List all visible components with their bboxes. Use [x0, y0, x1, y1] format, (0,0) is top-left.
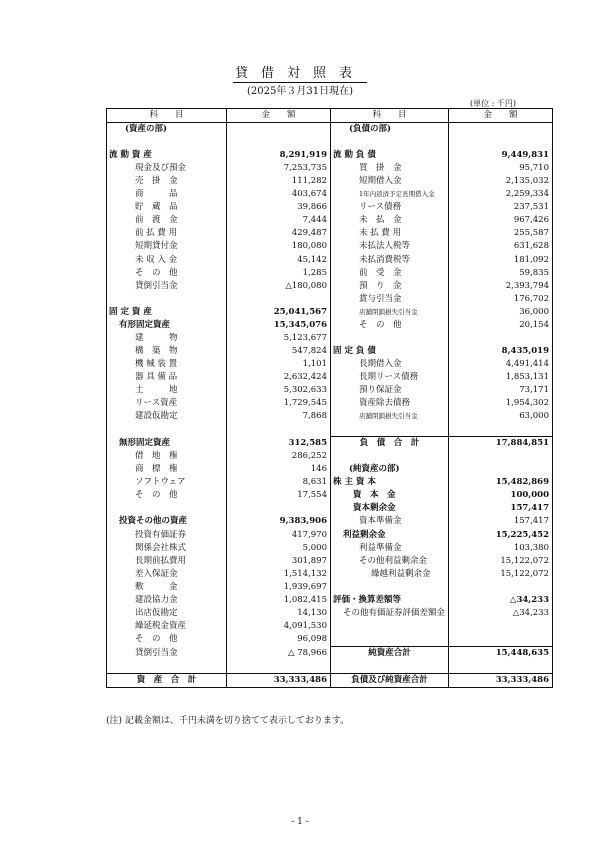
assets-total-value: 33,333,486 [227, 674, 331, 688]
asset-item-label [107, 136, 227, 149]
table-row [107, 345, 553, 358]
liab-item-amount: 36,000 [449, 306, 553, 319]
asset-item-label: 敷 金 [107, 581, 227, 594]
asset-item-amount: 1,101 [227, 358, 331, 371]
liab-item-label: 流 動 負 債 [331, 149, 449, 162]
liab-item-amount: 631,628 [449, 240, 553, 253]
asset-item-amount: 4,091,530 [227, 620, 331, 633]
asset-item-label: 固 定 資 産 [107, 306, 227, 319]
liab-item-amount: 17,884,851 [449, 437, 553, 451]
table-row [107, 371, 553, 384]
liab-item-label: 未払消費税等 [331, 254, 449, 267]
asset-item-amount: 1,082,415 [227, 594, 331, 607]
liab-item-label: そ の 他 [331, 319, 449, 332]
liab-item-amount: 2,135,032 [449, 175, 553, 188]
asset-item-label [107, 293, 227, 306]
asset-item-amount: 15,345,076 [227, 319, 331, 332]
liab-item-amount: 1,853,131 [449, 371, 553, 384]
asset-item-amount: 417,970 [227, 529, 331, 542]
liab-item-amount: 9,449,831 [449, 149, 553, 162]
asset-item-amount [227, 502, 331, 515]
asset-item-label: ソフトウェア [107, 476, 227, 489]
table-row [107, 410, 553, 423]
liab-item-amount [449, 581, 553, 594]
asset-item-label: (資産の部) [107, 123, 227, 137]
table-row [107, 214, 553, 227]
table-row [107, 384, 553, 397]
liab-item-amount: △34,233 [449, 607, 553, 620]
liab-item-label: リース債務 [331, 201, 449, 214]
asset-item-amount: 146 [227, 463, 331, 476]
asset-item-amount: 14,130 [227, 607, 331, 620]
asset-item-label: 器 具 備 品 [107, 371, 227, 384]
asset-item-amount: 312,585 [227, 437, 331, 451]
liab-item-label [331, 450, 449, 463]
asset-item-amount: 7,444 [227, 214, 331, 227]
table-row [107, 646, 553, 660]
table-row [107, 502, 553, 515]
asset-item-amount: 17,554 [227, 489, 331, 502]
liab-item-label [331, 423, 449, 437]
table-row [107, 201, 553, 214]
asset-item-label: 建 物 [107, 332, 227, 345]
liab-item-amount [449, 620, 553, 633]
table-row [107, 542, 553, 555]
asset-item-amount: 8,631 [227, 476, 331, 489]
asset-item-label: 流 動 資 産 [107, 149, 227, 162]
liab-item-label: 店舗閉鎖損失引当金 [331, 410, 449, 423]
asset-item-label [107, 660, 227, 674]
table-row [107, 254, 553, 267]
header-liab-item: 科 目 [331, 109, 449, 123]
asset-item-label: 建設仮勘定 [107, 410, 227, 423]
liab-item-label: 評価・換算差額等 [331, 594, 449, 607]
asset-item-label: 商 標 権 [107, 463, 227, 476]
asset-item-label: そ の 他 [107, 267, 227, 280]
asset-item-label: 構 築 物 [107, 345, 227, 358]
asset-item-label: そ の 他 [107, 633, 227, 647]
asset-item-amount: 403,674 [227, 188, 331, 201]
liab-item-label: (負債の部) [331, 123, 449, 137]
liab-item-amount: 103,380 [449, 542, 553, 555]
liab-total-label: 負債及び純資産合計 [331, 674, 449, 688]
table-row [107, 162, 553, 175]
asset-item-label: 貸倒引当金 [107, 280, 227, 293]
table-row [107, 332, 553, 345]
table-row [107, 581, 553, 594]
header-assets-item: 科 目 [107, 109, 227, 123]
table-row [107, 594, 553, 607]
liab-item-amount [449, 136, 553, 149]
liab-item-amount: 181,092 [449, 254, 553, 267]
asset-item-amount: 111,282 [227, 175, 331, 188]
liab-item-amount: 2,393,794 [449, 280, 553, 293]
asset-item-label: 出店仮勘定 [107, 607, 227, 620]
liab-item-label: その他利益剰余金 [331, 555, 449, 568]
liab-item-amount [449, 332, 553, 345]
liab-item-label: 繰越利益剰余金 [331, 568, 449, 581]
asset-item-amount [227, 123, 331, 137]
liab-item-label: 買 掛 金 [331, 162, 449, 175]
asset-item-amount [227, 423, 331, 437]
liab-item-amount [449, 633, 553, 647]
asset-item-amount: 1,939,697 [227, 581, 331, 594]
asset-item-amount: 180,080 [227, 240, 331, 253]
asset-item-amount: △180,080 [227, 280, 331, 293]
assets-total-label: 資 産 合 計 [107, 674, 227, 688]
liab-item-label: 資本準備金 [331, 515, 449, 528]
asset-item-amount: △ 78,966 [227, 646, 331, 660]
asset-item-label: 前 渡 金 [107, 214, 227, 227]
asset-item-label: 未 収 入 金 [107, 254, 227, 267]
liab-item-amount: 15,482,869 [449, 476, 553, 489]
liab-item-amount: 73,171 [449, 384, 553, 397]
liab-item-label [331, 660, 449, 674]
table-row [107, 529, 553, 542]
liab-item-label: 利益剰余金 [331, 529, 449, 542]
table-row [107, 136, 553, 149]
liab-item-label: 長期リース債務 [331, 371, 449, 384]
liab-item-label [331, 136, 449, 149]
asset-item-label: 投資有価証券 [107, 529, 227, 542]
liab-item-label [331, 332, 449, 345]
header-liab-amount: 金 額 [449, 109, 553, 123]
table-row [107, 358, 553, 371]
table-row [107, 463, 553, 476]
liab-item-label: 資産除去債務 [331, 397, 449, 410]
footnote: (注) 記載金額は、千円未満を切り捨てて表示しております。 [106, 716, 350, 726]
liab-item-amount [449, 423, 553, 437]
table-row [107, 633, 553, 647]
asset-item-label [107, 423, 227, 437]
liab-item-amount [449, 450, 553, 463]
liab-item-label: 株 主 資 本 [331, 476, 449, 489]
asset-item-label: 前 払 費 用 [107, 227, 227, 240]
asset-item-amount: 2,632,424 [227, 371, 331, 384]
liab-item-label: 未 払 金 [331, 214, 449, 227]
grand-total-row [107, 674, 553, 688]
asset-item-amount: 25,041,567 [227, 306, 331, 319]
asset-item-label: 機 械 装 置 [107, 358, 227, 371]
asset-item-amount: 8,291,919 [227, 149, 331, 162]
table-row [107, 306, 553, 319]
header-assets-amount: 金 額 [227, 109, 331, 123]
asset-item-amount: 1,729,545 [227, 397, 331, 410]
asset-item-amount: 1,514,132 [227, 568, 331, 581]
asset-item-label: 建設協力金 [107, 594, 227, 607]
asset-item-label: 繰延税金資産 [107, 620, 227, 633]
table-row [107, 123, 553, 137]
document-date: (2025年３月31日現在) [247, 86, 353, 97]
liab-item-label: 純資産合計 [331, 646, 449, 660]
liab-item-amount: 15,122,072 [449, 555, 553, 568]
liab-item-label: 資 本 金 [331, 489, 449, 502]
liab-item-amount: 15,122,072 [449, 568, 553, 581]
liab-item-label: 預り保証金 [331, 384, 449, 397]
table-body [107, 123, 553, 674]
liab-item-amount: 15,448,635 [449, 646, 553, 660]
table-row [107, 397, 553, 410]
asset-item-amount: 7,253,735 [227, 162, 331, 175]
liab-item-label: 1年内返済予定長期借入金 [331, 188, 449, 201]
liab-item-label [331, 581, 449, 594]
liab-item-label: 前 受 金 [331, 267, 449, 280]
table-row [107, 489, 553, 502]
table-row [107, 555, 553, 568]
asset-item-amount: 5,123,677 [227, 332, 331, 345]
asset-item-label: 無形固定資産 [107, 437, 227, 451]
asset-item-amount [227, 136, 331, 149]
unit-label: (単位 : 千円) [470, 99, 517, 108]
liab-item-amount: 59,835 [449, 267, 553, 280]
liab-item-amount: 157,417 [449, 515, 553, 528]
liab-item-amount: 967,426 [449, 214, 553, 227]
table-row [107, 476, 553, 489]
liab-item-amount: 2,259,334 [449, 188, 553, 201]
liab-item-amount: 95,710 [449, 162, 553, 175]
table-row [107, 660, 553, 674]
table-row [107, 175, 553, 188]
asset-item-amount: 96,098 [227, 633, 331, 647]
asset-item-label: 貸倒引当金 [107, 646, 227, 660]
document-title: 貸借対照表 [234, 66, 365, 81]
asset-item-label: 借 地 権 [107, 450, 227, 463]
liab-item-label [331, 633, 449, 647]
table-row [107, 437, 553, 451]
liab-item-label: (純資産の部) [331, 463, 449, 476]
asset-item-amount [227, 293, 331, 306]
liab-item-amount: 237,531 [449, 201, 553, 214]
liab-item-amount: 157,417 [449, 502, 553, 515]
table-row [107, 240, 553, 253]
liab-item-label: 負 債 合 計 [331, 437, 449, 451]
asset-item-amount [227, 660, 331, 674]
asset-item-label: 貯 蔵 品 [107, 201, 227, 214]
asset-item-label: 関係会社株式 [107, 542, 227, 555]
page-number: - 1 - [291, 817, 309, 827]
table-row [107, 620, 553, 633]
table-row [107, 149, 553, 162]
liab-item-label [331, 620, 449, 633]
asset-item-label: 短期貸付金 [107, 240, 227, 253]
table-row [107, 267, 553, 280]
liab-item-label: 利益準備金 [331, 542, 449, 555]
table-row [107, 450, 553, 463]
asset-item-amount: 547,824 [227, 345, 331, 358]
table-row [107, 515, 553, 528]
asset-item-label: 長期前払費用 [107, 555, 227, 568]
liab-item-amount: 8,435,019 [449, 345, 553, 358]
table-row [107, 607, 553, 620]
asset-item-amount: 429,487 [227, 227, 331, 240]
liab-item-label: 長期借入金 [331, 358, 449, 371]
asset-item-label: 差入保証金 [107, 568, 227, 581]
asset-item-label: リース資産 [107, 397, 227, 410]
asset-item-amount: 5,302,633 [227, 384, 331, 397]
table-row [107, 293, 553, 306]
table-header-row [107, 109, 553, 123]
liab-item-label: 未払法人税等 [331, 240, 449, 253]
liab-item-amount: 63,000 [449, 410, 553, 423]
liab-item-label: 固 定 負 債 [331, 345, 449, 358]
liab-item-amount [449, 123, 553, 137]
liab-item-amount: 20,154 [449, 319, 553, 332]
asset-item-label: 売 掛 金 [107, 175, 227, 188]
table-row [107, 319, 553, 332]
table-row [107, 188, 553, 201]
asset-item-amount: 9,383,906 [227, 515, 331, 528]
liab-item-label: 資本剰余金 [331, 502, 449, 515]
asset-item-amount: 7,868 [227, 410, 331, 423]
asset-item-label: 土 地 [107, 384, 227, 397]
asset-item-amount: 5,000 [227, 542, 331, 555]
asset-item-label: そ の 他 [107, 489, 227, 502]
liab-item-amount [449, 660, 553, 674]
liab-item-amount: 176,702 [449, 293, 553, 306]
liab-item-amount: 4,491,414 [449, 358, 553, 371]
liab-item-label: 預 り 金 [331, 280, 449, 293]
asset-item-label [107, 502, 227, 515]
asset-item-label: 有形固定資産 [107, 319, 227, 332]
table-row [107, 227, 553, 240]
asset-item-label: 現金及び預金 [107, 162, 227, 175]
table-row [107, 423, 553, 437]
liab-item-label: 短期借入金 [331, 175, 449, 188]
liab-total-value: 33,333,486 [449, 674, 553, 688]
liab-item-label: 店舗閉鎖損失引当金 [331, 306, 449, 319]
asset-item-label: 投資その他の資産 [107, 515, 227, 528]
liab-item-label: その他有価証券評価差額金 [331, 607, 449, 620]
table-row [107, 568, 553, 581]
liab-item-amount: 255,587 [449, 227, 553, 240]
liab-item-amount [449, 463, 553, 476]
asset-item-amount: 301,897 [227, 555, 331, 568]
liab-item-label: 未 払 費 用 [331, 227, 449, 240]
liab-item-amount: 1,954,302 [449, 397, 553, 410]
liab-item-amount: 15,225,452 [449, 529, 553, 542]
asset-item-amount: 45,142 [227, 254, 331, 267]
asset-item-amount: 1,285 [227, 267, 331, 280]
table-row [107, 280, 553, 293]
liab-item-amount: 100,000 [449, 489, 553, 502]
liab-item-amount: △34,233 [449, 594, 553, 607]
balance-sheet-table [106, 108, 553, 688]
asset-item-amount: 286,252 [227, 450, 331, 463]
asset-item-label: 商 品 [107, 188, 227, 201]
liab-item-label: 賞与引当金 [331, 293, 449, 306]
asset-item-amount: 39,866 [227, 201, 331, 214]
